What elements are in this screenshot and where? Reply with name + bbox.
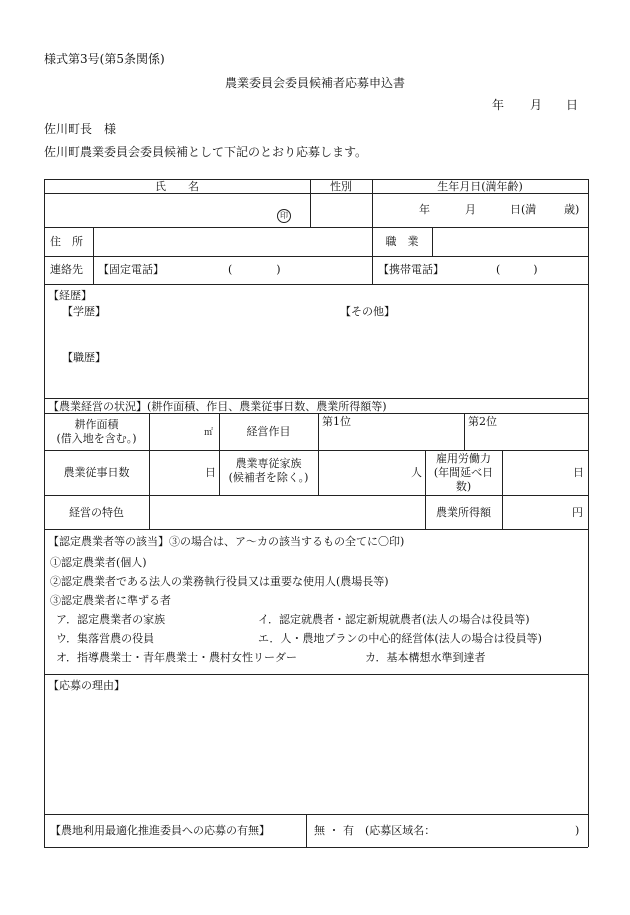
- committee-choice[interactable]: 無 ・ 有 (応募区域名：: [314, 824, 436, 837]
- birth-year: 年: [419, 203, 430, 216]
- certified-heading: 【認定農業者等の該当】③の場合は、ア～カの該当するもの全てに〇印): [48, 535, 405, 548]
- addressee: 佐川町長 様: [44, 122, 117, 136]
- date-month: 月: [530, 98, 543, 112]
- family-label-1: 農業専従家族: [235, 457, 302, 470]
- farming-heading: 【農業経営の状況】(耕作面積、作目、農業従事日数、農業所得額等): [48, 400, 387, 413]
- occupation-label: 職 業: [385, 235, 419, 248]
- birth-day-age: 日(満: [510, 203, 537, 216]
- birth-label: 生年月日(満年齢): [437, 180, 523, 193]
- family-unit: 人: [411, 466, 422, 479]
- days-label: 農業従事日数: [63, 466, 130, 479]
- feature-field[interactable]: [150, 496, 424, 528]
- address-label: 住 所: [50, 235, 83, 248]
- committee-label: 【農地利用最適化推進委員への応募の有無】: [50, 824, 270, 837]
- occupation-field[interactable]: [433, 228, 587, 255]
- family-label-2: (候補者を除く。): [228, 471, 309, 484]
- income-unit: 円: [572, 506, 583, 519]
- gender-label: 性別: [330, 180, 352, 193]
- gender-field[interactable]: [311, 194, 371, 226]
- reason-field[interactable]: [45, 695, 587, 813]
- career-heading: 【経歴】: [48, 289, 92, 302]
- certified-sub-a[interactable]: ア．認定農業者の家族: [56, 613, 166, 626]
- crops-label: 経営作目: [246, 425, 291, 438]
- certified-sub-ka[interactable]: カ．基本構想水準到達者: [365, 651, 486, 664]
- certified-sub-u[interactable]: ウ．集落営農の役員: [56, 632, 155, 645]
- labor-label-2: (年間延べ日: [433, 466, 494, 479]
- form-number: 様式第3号(第5条関係): [44, 52, 165, 66]
- date-year: 年: [492, 98, 505, 112]
- certified-option-2[interactable]: ②認定農業者である法人の業務執行役員又は重要な使用人(農場長等): [50, 575, 389, 588]
- certified-sub-e[interactable]: エ．人・農地プランの中心的経営体(法人の場合は役員等): [258, 632, 542, 645]
- name-label: 氏 名: [155, 180, 199, 193]
- certified-option-3[interactable]: ③認定農業者に準ずる者: [50, 594, 171, 607]
- address-field[interactable]: [94, 228, 371, 255]
- mobile-label: 【携帯電話】: [378, 263, 444, 276]
- age-unit: 歳): [564, 203, 580, 216]
- rank1-label: 第1位: [322, 415, 351, 428]
- certified-sub-o[interactable]: オ．指導農業士・青年農業士・農村女性リーダー: [56, 651, 298, 664]
- labor-label-1: 雇用労働力: [436, 452, 491, 465]
- landline-field[interactable]: ( ): [228, 263, 281, 276]
- days-unit: 日: [205, 466, 216, 479]
- birth-month: 月: [465, 203, 476, 216]
- committee-close-paren: ): [575, 824, 580, 837]
- feature-label: 経営の特色: [69, 506, 124, 519]
- contact-label: 連絡先: [50, 263, 83, 276]
- work-history-label: 【職歴】: [62, 351, 106, 364]
- reason-heading: 【応募の理由】: [48, 679, 125, 692]
- area-label-2: (借入地を含む。): [56, 432, 137, 445]
- date-day: 日: [566, 98, 579, 112]
- rank2-label: 第2位: [468, 415, 497, 428]
- education-label: 【学歴】: [62, 305, 106, 318]
- mobile-field[interactable]: ( ): [496, 263, 538, 276]
- area-unit: ㎡: [204, 428, 214, 438]
- intro-text: 佐川町農業委員会委員候補として下記のとおり応募します。: [44, 145, 368, 159]
- labor-label-3: 数): [455, 480, 472, 493]
- name-field[interactable]: [45, 194, 309, 226]
- landline-label: 【固定電話】: [98, 263, 164, 276]
- area-label-1: 耕作面積: [74, 418, 119, 431]
- other-label: 【その他】: [340, 305, 395, 318]
- certified-option-1[interactable]: ①認定農業者(個人): [50, 556, 147, 569]
- income-label: 農業所得額: [436, 506, 491, 519]
- labor-unit: 日: [573, 466, 584, 479]
- form-title: 農業委員会委員候補者応募申込書: [224, 76, 405, 90]
- certified-sub-i[interactable]: イ．認定就農者・認定新規就農者(法人の場合は役員等): [258, 613, 530, 626]
- seal-mark: 印: [277, 203, 291, 223]
